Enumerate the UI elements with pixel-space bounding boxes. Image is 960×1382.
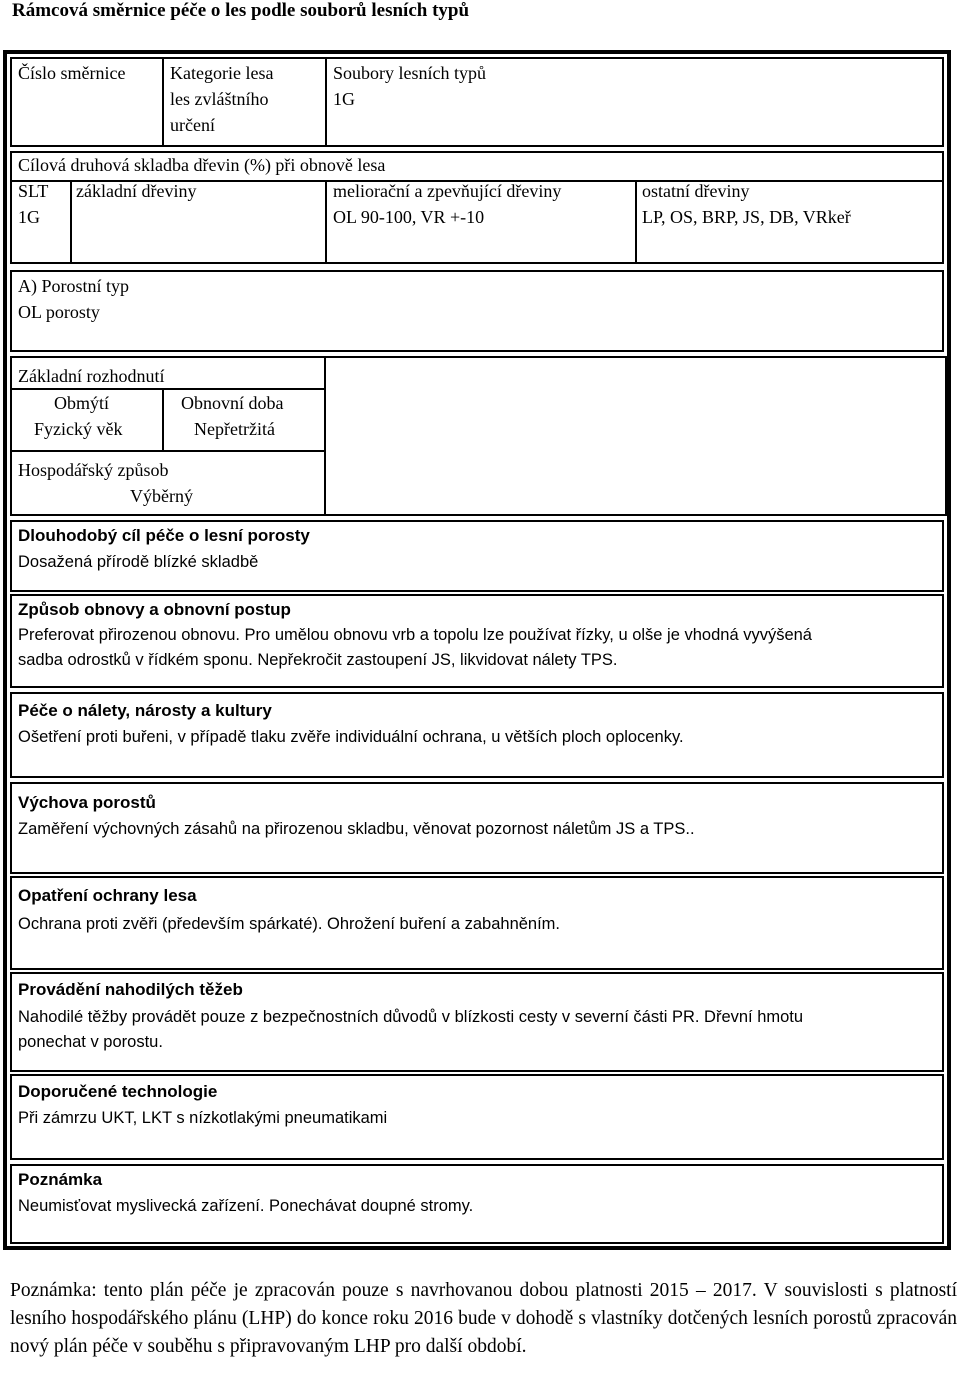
basic-decision-block [10, 356, 947, 516]
stand-type-heading: A) Porostní typ [18, 276, 130, 296]
basic-decision-heading: Základní rozhodnutí [18, 366, 165, 386]
forest-type-sets-label: Soubory lesních typů [333, 63, 486, 83]
incidental-felling-block [10, 972, 944, 1072]
composition-col-basic: základní dřeviny [76, 181, 197, 201]
young-stand-care-heading: Péče o nálety, nárosty a kultury [18, 701, 272, 720]
regeneration-text-line2: sadba odrostků v řídkém sponu. Nepřekročit zastoupení JS, likvidovat nálety TPS. [18, 651, 618, 669]
regeneration-heading: Způsob obnovy a obnovní postup [18, 600, 291, 619]
forest-category-label-line3: určení [170, 115, 215, 135]
header-divider-1 [162, 59, 164, 145]
remark-heading: Poznámka [18, 1170, 103, 1189]
regeneration-text-line1: Preferovat přirozenou obnovu. Pro umělou obnovu vrb a topolu lze používat řízky, u olše je vhodná vyvýšená [18, 626, 812, 644]
protection-value: Ochrana proti zvěři (především spárkaté). Ohrožení buření a zabahněním. [18, 915, 561, 933]
stand-type-block [10, 270, 944, 352]
composition-row-slt: 1G [18, 207, 40, 227]
directive-number-label: Číslo směrnice [18, 63, 126, 83]
forest-category-label: Kategorie lesa [170, 63, 274, 83]
document-title: Rámcová směrnice péče o les podle souborů lesních typů [12, 0, 470, 21]
rotation-value: Fyzický věk [34, 419, 123, 439]
technology-heading: Doporučené technologie [18, 1082, 218, 1101]
stand-type-value: OL porosty [18, 302, 100, 322]
incidental-felling-text-line2: ponechat v porostu. [18, 1033, 163, 1051]
long-term-goal-heading: Dlouhodobý cíl péče o lesní porosty [18, 526, 310, 545]
forest-type-sets-value: 1G [333, 89, 355, 109]
remark-block [10, 1164, 944, 1244]
long-term-goal-block [10, 520, 944, 592]
tending-value: Zaměření výchovných zásahů na přirozenou skladbu, věnovat pozornost náletům JS a TPS.. [18, 820, 695, 838]
composition-divider-1 [70, 180, 72, 262]
forest-category-label-line2: les zvláštního [170, 89, 269, 109]
regeneration-block [10, 594, 944, 688]
protection-block [10, 876, 944, 970]
header-block [10, 57, 944, 147]
composition-heading: Cílová druhová skladba dřevin (%) při obnově lesa [18, 155, 386, 175]
header-divider-2 [325, 59, 327, 145]
composition-divider-3 [635, 180, 637, 262]
rotation-label: Obmýtí [54, 393, 110, 413]
regeneration-period-value: Nepřetržitá [194, 419, 275, 439]
composition-divider-2 [325, 180, 327, 262]
footer-note: Poznámka: tento plán péče je zpracován pouze s navrhovanou dobou platnosti 2015 – 2017. V souvislosti s platností lesního hospodářského plánu (LHP) do konce roku 2016 bude v dohodě s vlastníky dotčených lesních porostů zpracován nový plán péče v souběhu s připravovaným LHP pro další období. [10, 1280, 957, 1357]
incidental-felling-heading: Provádění nahodilých těžeb [18, 980, 243, 999]
protection-heading: Opatření ochrany lesa [18, 886, 197, 905]
species-composition-block [10, 151, 944, 264]
remark-value: Neumisťovat myslivecká zařízení. Ponechávat doupné stromy. [18, 1197, 474, 1215]
long-term-goal-value: Dosažená přírodě blízké skladbě [18, 553, 259, 571]
young-stand-care-value: Ošetření proti buřeni, v případě tlaku zvěře individuální ochrana, u větších ploch oplocenky. [18, 728, 684, 746]
management-top-divider [12, 450, 324, 452]
composition-row-amelioration: OL 90-100, VR +-10 [333, 207, 485, 227]
management-method-value: Výběrný [130, 486, 193, 506]
tending-block [10, 782, 944, 874]
composition-col-other: ostatní dřeviny [642, 181, 750, 201]
incidental-felling-text-line1: Nahodilé těžby provádět pouze z bezpečnostních důvodů v blízkosti cesty v severní části PR. Dřevní hmotu [18, 1008, 804, 1026]
composition-col-slt: SLT [18, 181, 49, 201]
rotation-divider [162, 388, 164, 450]
regeneration-period-label: Obnovní doba [181, 393, 284, 413]
technology-value: Při zámrzu UKT, LKT s nízkotlakými pneumatikami [18, 1109, 388, 1127]
composition-row-other: LP, OS, BRP, JS, DB, VRkeř [642, 207, 851, 227]
technology-block [10, 1074, 944, 1160]
guideline-form [3, 50, 951, 1250]
composition-col-amelioration: meliorační a zpevňující dřeviny [333, 181, 562, 201]
management-method-heading: Hospodářský způsob [18, 460, 169, 480]
young-stand-care-block [10, 692, 944, 778]
tending-heading: Výchova porostů [18, 793, 156, 812]
basic-decision-right-border [324, 358, 326, 514]
